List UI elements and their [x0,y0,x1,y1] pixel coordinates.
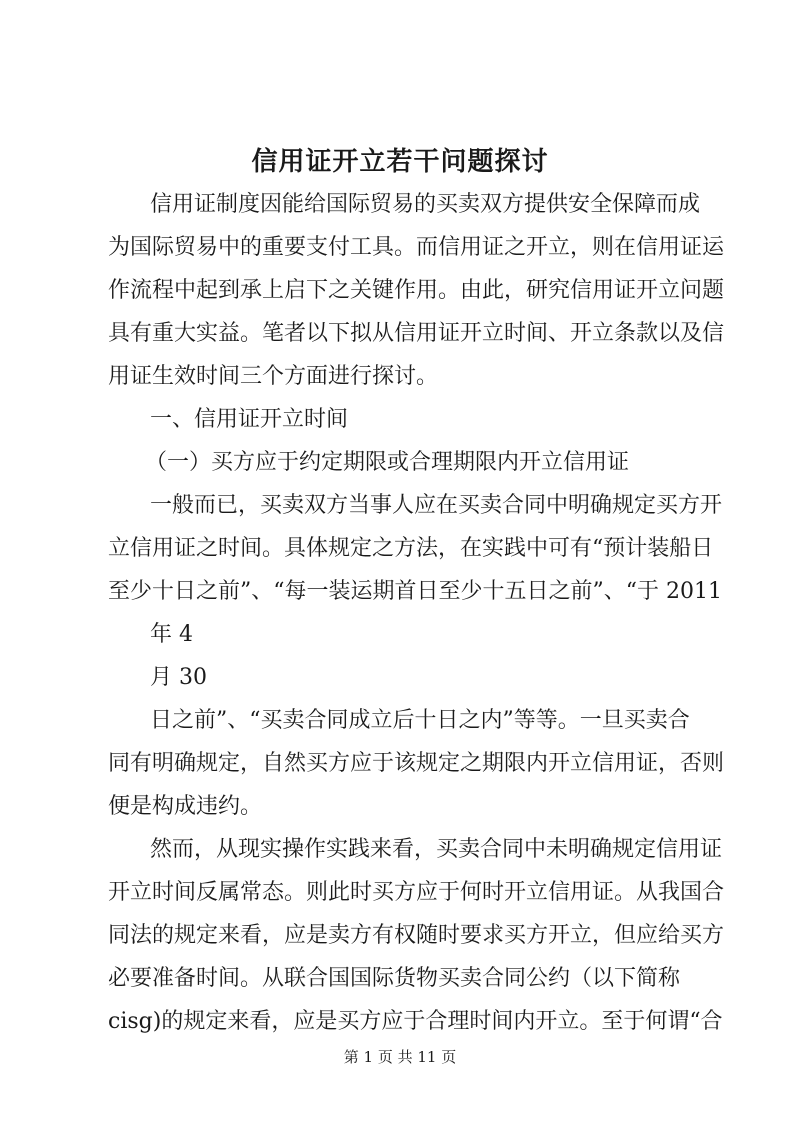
paragraph-line: 同法的规定来看，应是卖方有权随时要求买方开立，但应给买方 [108,923,725,948]
paragraph-line: 开立时间反属常态。则此时买方应于何时开立信用证。从我国合 [108,880,725,905]
paragraph-line: 必要准备时间。从联合国国际货物买卖合同公约（以下简称 [108,966,681,991]
paragraph-line: 年 4 [150,622,193,647]
paragraph-line: cisg)的规定来看，应是买方应于合理时间内开立。至于何谓“合 [108,1009,723,1034]
paragraph-line: 便是构成违约。 [108,794,263,819]
paragraph-line: 一般而已，买卖双方当事人应在买卖合同中明确规定买方开 [150,493,723,518]
paragraph-line: 信用证制度因能给国际贸易的买卖双方提供安全保障而成 [150,192,701,217]
page-footer: 第 1 页 共 11 页 [343,1048,457,1066]
paragraph-line: 同有明确规定，自然买方应于该规定之期限内开立信用证，否则 [108,751,725,776]
paragraph-line: 作流程中起到承上启下之关键作用。由此，研究信用证开立问题 [108,278,725,303]
paragraph-line: 立信用证之时间。具体规定之方法，在实践中可有“预计装船日 [108,536,714,561]
paragraph-line: 月 30 [150,665,207,690]
section-heading: 一、信用证开立时间 [150,407,349,432]
paragraph-line: 日之前”、“买卖合同成立后十日之内”等等。一旦买卖合 [150,708,690,733]
paragraph-line: 至少十日之前”、“每一装运期首日至少十五日之前”、“于 2011 [108,579,722,604]
paragraph-line: 为国际贸易中的重要支付工具。而信用证之开立，则在信用证运 [108,235,725,260]
paragraph-line: 然而，从现实操作实践来看，买卖合同中未明确规定信用证 [150,837,723,862]
paragraph-line: 具有重大实益。笔者以下拟从信用证开立时间、开立条款以及信 [108,321,725,346]
paragraph-line: 用证生效时间三个方面进行探讨。 [108,364,439,389]
document-title: 信用证开立若干问题探讨 [251,147,549,177]
subsection-heading: （一）买方应于约定期限或合理期限内开立信用证 [145,450,630,475]
